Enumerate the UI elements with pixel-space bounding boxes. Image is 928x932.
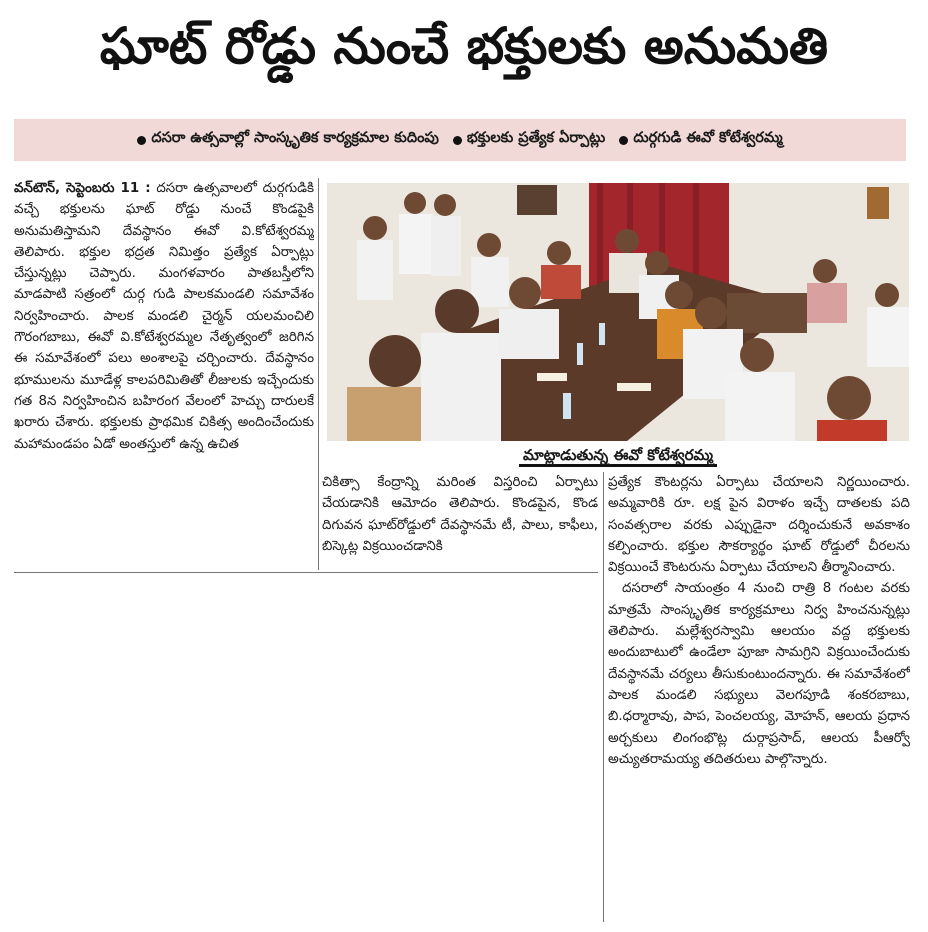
subheading-3 (619, 130, 782, 150)
column-2-text: చికిత్సా కేంద్రాన్ని మరింత విస్తరించి ఏర్పాటు చేయడానికి ఆమోదం తెలిపారు. కొండపైన, కొండ దిగువన ఘాట్‌రోడ్డులో దేవస్థానమే టీ, పాలు, కాఫీలు, బిస్కెట్ల విక్రయించడానికి (322, 475, 598, 554)
bullet-dot-icon (619, 136, 628, 145)
subheading-1-text: దసరా ఉత్సవాల్లో సాంస్కృతిక కార్యక్రమాల కుదింపు (151, 130, 439, 146)
bullet-dot-icon (453, 136, 462, 145)
headline: ఘాట్ రోడ్డు నుంచే భక్తులకు అనుమతి (99, 17, 829, 75)
dateline: వన్‌టౌన్‌, సెప్టెంబరు 11 : (14, 181, 151, 196)
subheading-bar (14, 119, 906, 161)
column-1-text: దసరా ఉత్సవాలలో దుర్గగుడికి వచ్చే భక్తులను ఘాట్ రోడ్డు నుంచే కొండపైకి అనుమతిస్తామని దేవస్థానం ఈవో వి.కోటేశ్వరమ్మ తెలిపారు. భక్తుల భద్రత నిమిత్తం ప్రత్యేక ఏర్పాట్లు చేస్తున్నట్లు చెప్పారు. మంగళవారం పాతబస్తీలోని మాడపాటి సత్రంలో దుర్గ గుడి పాలకమండలి సమావేశం నిర్వహించారు. పాలక మండలి చైర్మన్ యలమంచిలి గౌరంగబాబు, ఈవో వి.కోటేశ్వరమ్మల నేతృత్వంలో జరిగిన ఈ సమావేశంలో పలు అంశాలపై చర్చించారు. దేవస్థానం భూములను మూడేళ్ల కాలపరిమితితో లీజులకు ఇచ్చేందుకు గత 8న నిర్వహించిన బహిరంగ వేలంలో హెచ్చు దారులకే ఖరారు చేశారు. భక్తులకు ప్రాథమిక చికిత్స అందించేందుకు మహామండపం ఏడో అంతస్తులో ఉన్న ఉచిత (14, 181, 314, 452)
column-bottom-rule (14, 572, 598, 573)
bullet-dot-icon (137, 136, 146, 145)
article-column-1 (14, 178, 314, 568)
subheading-3-text: దుర్గగుడి ఈవో కోటేశ్వరమ్మ (633, 130, 783, 146)
column-divider (603, 472, 604, 922)
photo-caption-text: మాట్లాడుతున్న ఈవో కోటేశ్వరమ్మ (519, 446, 717, 467)
subheading-1 (137, 130, 439, 150)
subheading-2-text: భక్తులకు ప్రత్యేక ఏర్పాట్లు (466, 130, 606, 146)
meeting-photo (327, 183, 909, 441)
column-divider (318, 178, 319, 570)
article-column-2 (322, 472, 598, 570)
article-column-3 (608, 472, 910, 922)
column-3-paragraph-1: ప్రత్యేక కౌంటర్లను ఏర్పాటు చేయాలని నిర్ణయించారు. అమ్మవారికి రూ. లక్ష పైన విరాళం ఇచ్చే దాతలకు పది సంవత్సరాల వరకు ఎప్పుడైనా దర్శించుకునే అవకాశం కల్పించారు. భక్తుల సౌకర్యార్థం ఘాట్ రోడ్డులో చీరలను విక్రయించే కౌంటరును ఏర్పాటు చేయాలని తీర్మానించారు. (608, 475, 910, 576)
column-3-paragraph-2: దసరాలో సాయంత్రం 4 నుంచి రాత్రి 8 గంటల వరకు మాత్రమే సాంస్కృతిక కార్యక్రమాలు నిర్వ హించనున్నట్లు తెలిపారు. మల్లేశ్వరస్వామి ఆలయం వద్ద భక్తులకు అందుబాటులో ఉండేలా పూజా సామగ్రిని విక్రయించేందుకు దేవస్థానమే చర్యలు తీసుకుంటుందన్నారు. ఈ సమావేశంలో పాలక మండలి సభ్యులు వెలగపూడి శంకరబాబు, బి.ధర్మారావు, పాప, పెంచలయ్య, మోహన్, ఆలయ ప్రధాన అర్చకులు లింగంభొట్ల దుర్గాప్రసాద్, ఆలయ పీఆర్వో అచ్యుతరామయ్య తదితరులు పాల్గొన్నారు. (608, 581, 910, 767)
subheading-2 (453, 130, 605, 150)
photo-caption (327, 442, 909, 468)
meeting-photo-icon (327, 183, 909, 441)
